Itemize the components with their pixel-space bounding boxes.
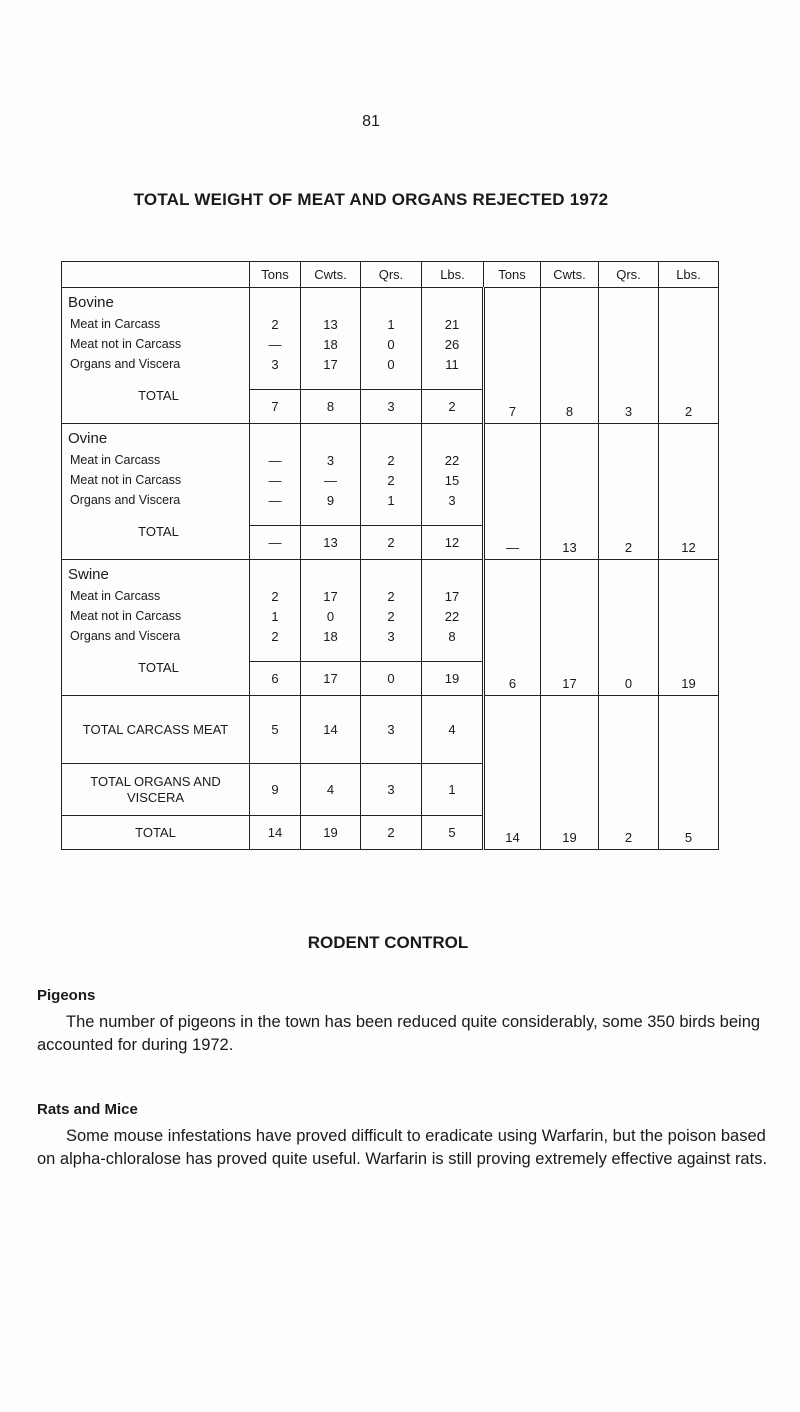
cwts-cell — [301, 560, 361, 662]
total-value: 19 — [301, 816, 361, 850]
summary-value: 4 — [301, 764, 361, 816]
grand-cwts: 13 — [541, 424, 599, 560]
grand-lbs: 5 — [659, 696, 719, 850]
item-label: Meat in Carcass — [70, 453, 161, 467]
cell-value: 1 — [271, 609, 279, 624]
total-value: 7 — [250, 390, 301, 424]
tons-cell — [250, 424, 301, 526]
header-blank — [62, 262, 250, 288]
total-value: 13 — [301, 526, 361, 560]
cell-value: — — [324, 473, 337, 488]
pigeons-paragraph: The number of pigeons in the town has been reduced quite considerably, some 350 birds being accounted for during 1972. — [37, 1013, 761, 1054]
section-label-cell — [62, 288, 250, 424]
total-value: 12 — [422, 526, 484, 560]
total-label: TOTAL — [138, 524, 179, 539]
table-row — [62, 560, 719, 662]
cell-value: 2 — [271, 589, 279, 604]
total-value: 8 — [301, 390, 361, 424]
carcass-total-label: TOTAL CARCASS MEAT — [62, 696, 250, 764]
meat-rejection-table — [61, 261, 719, 850]
total-value: 17 — [301, 662, 361, 696]
section-title: Swine — [68, 566, 109, 583]
cell-value: 1 — [387, 317, 395, 332]
qrs-cell — [361, 560, 422, 662]
grand-tons: 14 — [484, 696, 541, 850]
summary-value: 5 — [250, 696, 301, 764]
column-header: Lbs. — [659, 262, 719, 288]
grand-tons: 7 — [484, 288, 541, 424]
lbs-cell — [422, 560, 484, 662]
grand-tons: 6 — [484, 560, 541, 696]
cell-value: 0 — [326, 609, 335, 624]
grand-cwts: 19 — [541, 696, 599, 850]
grand-qrs: 3 — [599, 288, 659, 424]
rodent-control-heading: RODENT CONTROL — [307, 933, 469, 952]
item-label: Meat not in Carcass — [70, 609, 182, 623]
total-label: TOTAL — [138, 660, 179, 675]
grand-lbs: 2 — [659, 288, 719, 424]
cwts-cell — [301, 288, 361, 390]
total-label: TOTAL — [138, 388, 179, 403]
total-value: 2 — [361, 816, 422, 850]
cell-value: 2 — [387, 609, 395, 624]
section-title: Bovine — [68, 294, 114, 311]
cell-value: 2 — [271, 629, 279, 644]
column-header: Cwts. — [301, 262, 361, 288]
qrs-cell — [361, 424, 422, 526]
summary-value: 9 — [250, 764, 301, 816]
table-row — [62, 424, 719, 526]
cell-value: 8 — [448, 629, 456, 644]
cell-value: — — [268, 337, 282, 352]
cell-value: 0 — [387, 357, 395, 372]
pigeons-heading: Pigeons — [37, 987, 96, 1004]
summary-carcass-row — [62, 696, 719, 764]
item-label: Meat not in Carcass — [70, 337, 182, 351]
total-label: TOTAL — [62, 816, 250, 850]
lbs-cell — [422, 288, 484, 390]
cell-value: 17 — [323, 357, 338, 372]
summary-value: 1 — [422, 764, 484, 816]
column-header: Qrs. — [599, 262, 659, 288]
grand-cwts: 17 — [541, 560, 599, 696]
item-label: Organs and Viscera — [70, 493, 181, 507]
column-header: Lbs. — [422, 262, 484, 288]
grand-qrs: 2 — [599, 696, 659, 850]
qrs-cell — [361, 288, 422, 390]
organs-total-label: TOTAL ORGANS AND VISCERA — [62, 764, 250, 816]
cell-value: 2 — [387, 453, 395, 468]
item-label: Organs and Viscera — [70, 629, 181, 643]
total-value: — — [250, 526, 301, 560]
total-value: 3 — [361, 390, 422, 424]
total-value: 6 — [250, 662, 301, 696]
column-header: Qrs. — [361, 262, 422, 288]
item-label: Meat not in Carcass — [70, 473, 182, 487]
cell-value: 26 — [444, 337, 460, 352]
cell-value: 11 — [445, 357, 459, 372]
item-label: Organs and Viscera — [70, 357, 181, 371]
cell-value: — — [268, 473, 282, 488]
column-header: Cwts. — [541, 262, 599, 288]
summary-value: 4 — [422, 696, 484, 764]
grand-tons: — — [484, 424, 541, 560]
tons-cell — [250, 560, 301, 662]
cell-value: 13 — [323, 317, 338, 332]
rats-heading: Rats and Mice — [37, 1101, 138, 1118]
cell-value: 2 — [387, 473, 395, 488]
summary-value: 14 — [301, 696, 361, 764]
total-value: 2 — [361, 526, 422, 560]
cell-value: 15 — [444, 473, 460, 488]
cell-value: 1 — [387, 493, 395, 508]
column-header: Tons — [484, 262, 541, 288]
cwts-cell — [301, 424, 361, 526]
total-value: 19 — [422, 662, 484, 696]
cell-value: 3 — [326, 453, 335, 468]
page-title: TOTAL WEIGHT OF MEAT AND ORGANS REJECTED 1972 — [133, 190, 609, 209]
total-value: 2 — [422, 390, 484, 424]
table-header-row — [62, 262, 719, 288]
cell-value: 18 — [323, 337, 338, 352]
cell-value: 22 — [444, 609, 460, 624]
lbs-cell — [422, 424, 484, 526]
cell-value: 22 — [444, 453, 460, 468]
grand-lbs: 12 — [659, 424, 719, 560]
cell-value: 17 — [444, 589, 460, 604]
cell-value: 2 — [271, 317, 279, 332]
page-number: 81 — [362, 113, 380, 130]
cell-value: 17 — [323, 589, 338, 604]
table-row — [62, 288, 719, 390]
grand-cwts: 8 — [541, 288, 599, 424]
cell-value: 3 — [387, 629, 395, 644]
cell-value: 9 — [326, 493, 335, 508]
cell-value: 3 — [448, 493, 456, 508]
summary-value: 3 — [361, 764, 422, 816]
summary-value: 3 — [361, 696, 422, 764]
cell-value: 2 — [387, 589, 395, 604]
column-header: Tons — [250, 262, 301, 288]
total-value: 5 — [422, 816, 484, 850]
cell-value: 21 — [444, 317, 460, 332]
section-label-cell — [62, 560, 250, 696]
total-value: 14 — [250, 816, 301, 850]
cell-value: 3 — [271, 357, 279, 372]
cell-value: 18 — [323, 629, 338, 644]
grand-qrs: 0 — [599, 560, 659, 696]
cell-value: 0 — [387, 337, 395, 352]
rats-paragraph: Some mouse infestations have proved difficult to eradicate using Warfarin, but the poison based on alpha-chloralose has proved quite useful. Warfarin is still proving extremely effective against rats. — [37, 1127, 768, 1168]
cell-value: — — [268, 493, 282, 508]
item-label: Meat in Carcass — [70, 317, 161, 331]
tons-cell — [250, 288, 301, 390]
total-value: 0 — [361, 662, 422, 696]
item-label: Meat in Carcass — [70, 589, 161, 603]
grand-qrs: 2 — [599, 424, 659, 560]
grand-lbs: 19 — [659, 560, 719, 696]
cell-value: — — [268, 453, 282, 468]
section-label-cell — [62, 424, 250, 560]
section-title: Ovine — [68, 430, 108, 447]
